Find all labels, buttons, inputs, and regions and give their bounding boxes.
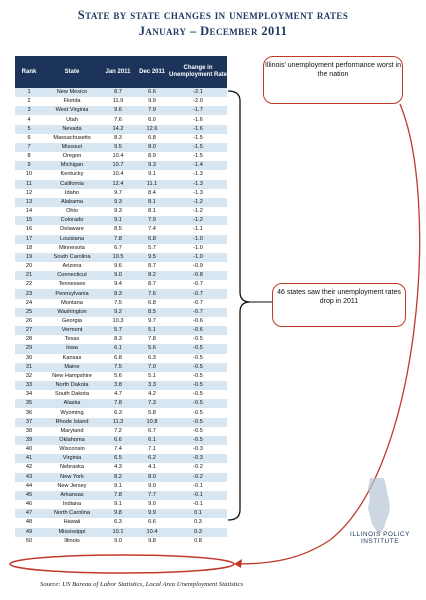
cell-rank: 6 xyxy=(15,134,43,143)
cell-change: -0.5 xyxy=(169,381,227,390)
cell-rank: 8 xyxy=(15,152,43,161)
cell-jan: 9.6 xyxy=(101,262,135,271)
cell-jan: 6.7 xyxy=(101,244,135,253)
cell-change: -0.7 xyxy=(169,308,227,317)
cell-dec: 9.0 xyxy=(135,482,169,491)
cell-jan: 10.5 xyxy=(101,253,135,262)
cell-change: -0.5 xyxy=(169,399,227,408)
cell-dec: 8.9 xyxy=(135,152,169,161)
cell-change: -0.5 xyxy=(169,390,227,399)
cell-jan: 9.4 xyxy=(101,280,135,289)
cell-state: Wyoming xyxy=(43,408,101,417)
cell-dec: 7.6 xyxy=(135,289,169,298)
cell-change: -2.1 xyxy=(169,88,227,97)
cell-dec: 9.5 xyxy=(135,253,169,262)
cell-dec: 9.3 xyxy=(135,161,169,170)
cell-jan: 9.1 xyxy=(101,482,135,491)
cell-change: -0.7 xyxy=(169,299,227,308)
cell-rank: 3 xyxy=(15,106,43,115)
cell-change: -1.7 xyxy=(169,106,227,115)
cell-rank: 33 xyxy=(15,381,43,390)
cell-dec: 8.7 xyxy=(135,280,169,289)
cell-state: North Dakota xyxy=(43,381,101,390)
cell-rank: 9 xyxy=(15,161,43,170)
cell-state: Vermont xyxy=(43,326,101,335)
cell-rank: 43 xyxy=(15,473,43,482)
cell-dec: 8.7 xyxy=(135,262,169,271)
cell-dec: 7.4 xyxy=(135,225,169,234)
cell-rank: 30 xyxy=(15,354,43,363)
cell-state: Oregon xyxy=(43,152,101,161)
cell-rank: 50 xyxy=(15,537,43,546)
cell-change: -0.5 xyxy=(169,372,227,381)
cell-state: Alaska xyxy=(43,399,101,408)
cell-rank: 12 xyxy=(15,189,43,198)
cell-rank: 17 xyxy=(15,235,43,244)
cell-rank: 21 xyxy=(15,271,43,280)
cell-rank: 14 xyxy=(15,207,43,216)
cell-dec: 11.1 xyxy=(135,180,169,189)
cell-state: Maine xyxy=(43,363,101,372)
header-state: State xyxy=(43,56,101,88)
cell-state: Pennsylvania xyxy=(43,289,101,298)
cell-dec: 8.1 xyxy=(135,198,169,207)
cell-state: Arizona xyxy=(43,262,101,271)
cell-rank: 19 xyxy=(15,253,43,262)
cell-state: Rhode Island xyxy=(43,418,101,427)
cell-state: North Carolina xyxy=(43,509,101,518)
cell-state: Florida xyxy=(43,97,101,106)
cell-jan: 6.1 xyxy=(101,344,135,353)
cell-state: Alabama xyxy=(43,198,101,207)
cell-change: -0.9 xyxy=(169,262,227,271)
header-change: Change in Unemployment Rate xyxy=(169,56,227,88)
header-rank: Rank xyxy=(15,56,43,88)
cell-change: -0.6 xyxy=(169,317,227,326)
cell-jan: 10.1 xyxy=(101,528,135,537)
cell-jan: 11.3 xyxy=(101,418,135,427)
cell-jan: 9.3 xyxy=(101,207,135,216)
cell-change: -0.2 xyxy=(169,463,227,472)
cell-state: New Jersey xyxy=(43,482,101,491)
cell-dec: 7.3 xyxy=(135,399,169,408)
cell-jan: 9.8 xyxy=(101,509,135,518)
cell-dec: 8.0 xyxy=(135,473,169,482)
cell-state: South Dakota xyxy=(43,390,101,399)
cell-dec: 6.7 xyxy=(135,427,169,436)
cell-dec: 10.8 xyxy=(135,418,169,427)
cell-rank: 15 xyxy=(15,216,43,225)
illinois-highlight-ellipse xyxy=(10,555,234,573)
cell-jan: 7.8 xyxy=(101,399,135,408)
cell-rank: 32 xyxy=(15,372,43,381)
cell-rank: 2 xyxy=(15,97,43,106)
cell-state: Indiana xyxy=(43,500,101,509)
cell-change: -1.5 xyxy=(169,143,227,152)
cell-state: Nevada xyxy=(43,125,101,134)
header-dec: Dec 2011 xyxy=(135,56,169,88)
cell-state: Minnesota xyxy=(43,244,101,253)
cell-rank: 27 xyxy=(15,326,43,335)
cell-change: -1.5 xyxy=(169,134,227,143)
cell-state: Kentucky xyxy=(43,170,101,179)
cell-state: New Mexico xyxy=(43,88,101,97)
cell-jan: 9.6 xyxy=(101,106,135,115)
cell-dec: 6.6 xyxy=(135,518,169,527)
cell-rank: 37 xyxy=(15,418,43,427)
cell-dec: 8.2 xyxy=(135,271,169,280)
cell-state: Arkansas xyxy=(43,491,101,500)
cell-rank: 36 xyxy=(15,408,43,417)
cell-rank: 42 xyxy=(15,463,43,472)
cell-change: -0.3 xyxy=(169,454,227,463)
cell-dec: 6.3 xyxy=(135,354,169,363)
cell-jan: 8.2 xyxy=(101,473,135,482)
cell-rank: 35 xyxy=(15,399,43,408)
cell-dec: 8.0 xyxy=(135,143,169,152)
cell-dec: 4.1 xyxy=(135,463,169,472)
cell-rank: 26 xyxy=(15,317,43,326)
cell-state: Illinois xyxy=(43,537,101,546)
cell-jan: 4.7 xyxy=(101,390,135,399)
cell-change: -1.2 xyxy=(169,216,227,225)
cell-state: Colorado xyxy=(43,216,101,225)
cell-state: Ohio xyxy=(43,207,101,216)
cell-rank: 13 xyxy=(15,198,43,207)
cell-jan: 9.1 xyxy=(101,216,135,225)
cell-change: -1.3 xyxy=(169,180,227,189)
cell-dec: 8.1 xyxy=(135,207,169,216)
cell-jan: 3.8 xyxy=(101,381,135,390)
cell-state: West Virginia xyxy=(43,106,101,115)
cell-dec: 6.6 xyxy=(135,88,169,97)
cell-state: Nebraska xyxy=(43,463,101,472)
cell-change: -0.5 xyxy=(169,363,227,372)
source-note: Source: US Bureau of Labor Statistics, Local Area Unemployment Statistics xyxy=(40,581,244,588)
cell-change: -0.1 xyxy=(169,482,227,491)
cell-rank: 22 xyxy=(15,280,43,289)
cell-rank: 18 xyxy=(15,244,43,253)
cell-state: Connecticut xyxy=(43,271,101,280)
cell-dec: 5.8 xyxy=(135,408,169,417)
cell-state: Wisconsin xyxy=(43,445,101,454)
cell-dec: 9.0 xyxy=(135,500,169,509)
cell-dec: 6.0 xyxy=(135,115,169,124)
cell-dec: 5.1 xyxy=(135,326,169,335)
cell-state: Iowa xyxy=(43,344,101,353)
cell-rank: 20 xyxy=(15,262,43,271)
logo-line-2: INSTITUTE xyxy=(360,538,400,545)
cell-rank: 34 xyxy=(15,390,43,399)
cell-state: Delaware xyxy=(43,225,101,234)
cell-change: -1.0 xyxy=(169,253,227,262)
cell-jan: 14.2 xyxy=(101,125,135,134)
cell-jan: 7.8 xyxy=(101,491,135,500)
cell-dec: 7.7 xyxy=(135,491,169,500)
cell-rank: 23 xyxy=(15,289,43,298)
cell-jan: 8.7 xyxy=(101,88,135,97)
cell-state: Oklahoma xyxy=(43,436,101,445)
cell-jan: 7.4 xyxy=(101,445,135,454)
cell-rank: 10 xyxy=(15,170,43,179)
cell-change: -1.0 xyxy=(169,244,227,253)
cell-dec: 6.8 xyxy=(135,134,169,143)
cell-change: -1.1 xyxy=(169,225,227,234)
cell-jan: 7.8 xyxy=(101,235,135,244)
cell-jan: 9.7 xyxy=(101,189,135,198)
cell-change: -0.3 xyxy=(169,445,227,454)
cell-dec: 9.9 xyxy=(135,97,169,106)
cell-dec: 3.3 xyxy=(135,381,169,390)
cell-jan: 12.4 xyxy=(101,180,135,189)
cell-rank: 24 xyxy=(15,299,43,308)
cell-change: -0.5 xyxy=(169,335,227,344)
cell-change: 0.1 xyxy=(169,509,227,518)
cell-change: -0.5 xyxy=(169,354,227,363)
cell-change: -1.3 xyxy=(169,189,227,198)
cell-jan: 8.5 xyxy=(101,225,135,234)
illinois-state-icon xyxy=(340,476,420,536)
cell-dec: 8.5 xyxy=(135,308,169,317)
cell-state: Massachusetts xyxy=(43,134,101,143)
cell-state: Georgia xyxy=(43,317,101,326)
cell-dec: 6.1 xyxy=(135,436,169,445)
cell-change: -1.4 xyxy=(169,161,227,170)
cell-jan: 6.5 xyxy=(101,454,135,463)
title-line-1: State by state changes in unemployment rates xyxy=(77,8,349,22)
cell-change: -0.7 xyxy=(169,289,227,298)
cell-dec: 12.6 xyxy=(135,125,169,134)
cell-state: Tennessee xyxy=(43,280,101,289)
cell-jan: 11.9 xyxy=(101,97,135,106)
cell-jan: 7.5 xyxy=(101,299,135,308)
cell-change: -0.8 xyxy=(169,271,227,280)
cell-rank: 39 xyxy=(15,436,43,445)
cell-change: -0.5 xyxy=(169,436,227,445)
cell-change: -0.5 xyxy=(169,344,227,353)
cell-change: -0.1 xyxy=(169,500,227,509)
cell-rank: 40 xyxy=(15,445,43,454)
cell-jan: 9.5 xyxy=(101,143,135,152)
cell-dec: 10.4 xyxy=(135,528,169,537)
cell-state: Michigan xyxy=(43,161,101,170)
cell-rank: 49 xyxy=(15,528,43,537)
cell-dec: 9.1 xyxy=(135,170,169,179)
cell-rank: 4 xyxy=(15,115,43,124)
cell-state: Utah xyxy=(43,115,101,124)
cell-jan: 10.4 xyxy=(101,152,135,161)
header-jan: Jan 2011 xyxy=(101,56,135,88)
cell-dec: 4.2 xyxy=(135,390,169,399)
cell-jan: 6.3 xyxy=(101,518,135,527)
cell-jan: 5.7 xyxy=(101,326,135,335)
cell-dec: 7.9 xyxy=(135,216,169,225)
cell-rank: 16 xyxy=(15,225,43,234)
cell-jan: 6.3 xyxy=(101,408,135,417)
cell-rank: 5 xyxy=(15,125,43,134)
cell-state: Hawaii xyxy=(43,518,101,527)
cell-rank: 25 xyxy=(15,308,43,317)
cell-dec: 6.8 xyxy=(135,235,169,244)
cell-rank: 45 xyxy=(15,491,43,500)
cell-dec: 5.6 xyxy=(135,344,169,353)
cell-dec: 5.1 xyxy=(135,372,169,381)
cell-jan: 7.5 xyxy=(101,363,135,372)
cell-change: -0.5 xyxy=(169,427,227,436)
logo-wordmark xyxy=(338,531,422,545)
cell-jan: 8.3 xyxy=(101,289,135,298)
cell-dec: 7.1 xyxy=(135,445,169,454)
cell-change: -1.6 xyxy=(169,115,227,124)
cell-state: South Carolina xyxy=(43,253,101,262)
cell-change: -0.1 xyxy=(169,491,227,500)
cell-rank: 48 xyxy=(15,518,43,527)
cell-state: Louisiana xyxy=(43,235,101,244)
cell-state: Washington xyxy=(43,308,101,317)
cell-state: Maryland xyxy=(43,427,101,436)
cell-jan: 9.0 xyxy=(101,537,135,546)
cell-change: -0.6 xyxy=(169,326,227,335)
brace-46-states xyxy=(228,91,250,520)
cell-rank: 29 xyxy=(15,344,43,353)
cell-rank: 31 xyxy=(15,363,43,372)
cell-state: New York xyxy=(43,473,101,482)
cell-change: -1.3 xyxy=(169,170,227,179)
cell-jan: 8.3 xyxy=(101,335,135,344)
cell-change: 0.3 xyxy=(169,518,227,527)
cell-dec: 9.7 xyxy=(135,317,169,326)
cell-change: -1.6 xyxy=(169,125,227,134)
cell-change: -1.0 xyxy=(169,235,227,244)
cell-rank: 28 xyxy=(15,335,43,344)
cell-dec: 9.9 xyxy=(135,509,169,518)
cell-rank: 1 xyxy=(15,88,43,97)
cell-jan: 7.2 xyxy=(101,427,135,436)
logo-line-1: ILLINOIS POLICY xyxy=(350,531,410,538)
illinois-callout: Illinois' unemployment performance worst in the nation xyxy=(263,56,403,104)
cell-state: Missouri xyxy=(43,143,101,152)
title-line-2: January – December 2011 xyxy=(138,24,288,38)
cell-jan: 5.6 xyxy=(101,372,135,381)
cell-jan: 9.3 xyxy=(101,198,135,207)
cell-state: Texas xyxy=(43,335,101,344)
cell-change: -1.2 xyxy=(169,207,227,216)
cell-dec: 5.7 xyxy=(135,244,169,253)
cell-state: Kansas xyxy=(43,354,101,363)
cell-jan: 10.3 xyxy=(101,317,135,326)
cell-change: 0.3 xyxy=(169,528,227,537)
cell-jan: 7.6 xyxy=(101,115,135,124)
cell-rank: 44 xyxy=(15,482,43,491)
cell-state: Mississippi xyxy=(43,528,101,537)
cell-rank: 46 xyxy=(15,500,43,509)
cell-dec: 7.9 xyxy=(135,106,169,115)
cell-change: -0.7 xyxy=(169,280,227,289)
cell-jan: 10.7 xyxy=(101,161,135,170)
cell-rank: 41 xyxy=(15,454,43,463)
cell-rank: 11 xyxy=(15,180,43,189)
cell-jan: 6.6 xyxy=(101,436,135,445)
cell-change: -0.5 xyxy=(169,418,227,427)
cell-change: -1.2 xyxy=(169,198,227,207)
cell-state: Montana xyxy=(43,299,101,308)
cell-dec: 8.4 xyxy=(135,189,169,198)
cell-dec: 6.8 xyxy=(135,299,169,308)
cell-state: New Hampshire xyxy=(43,372,101,381)
cell-change: -1.5 xyxy=(169,152,227,161)
cell-jan: 9.1 xyxy=(101,500,135,509)
cell-jan: 9.2 xyxy=(101,308,135,317)
cell-state: California xyxy=(43,180,101,189)
cell-dec: 9.8 xyxy=(135,537,169,546)
cell-jan: 9.0 xyxy=(101,271,135,280)
cell-dec: 7.0 xyxy=(135,363,169,372)
cell-change: -0.2 xyxy=(169,473,227,482)
cell-dec: 6.2 xyxy=(135,454,169,463)
arrow-head xyxy=(234,559,242,568)
cell-rank: 7 xyxy=(15,143,43,152)
cell-jan: 10.4 xyxy=(101,170,135,179)
cell-dec: 7.8 xyxy=(135,335,169,344)
cell-jan: 8.3 xyxy=(101,134,135,143)
cell-change: -0.5 xyxy=(169,408,227,417)
cell-rank: 47 xyxy=(15,509,43,518)
cell-change: 0.8 xyxy=(169,537,227,546)
cell-state: Virginia xyxy=(43,454,101,463)
cell-jan: 6.8 xyxy=(101,354,135,363)
cell-change: -2.0 xyxy=(169,97,227,106)
drop-callout: 46 states saw their unemployment rates drop in 2011 xyxy=(272,283,406,327)
cell-jan: 4.3 xyxy=(101,463,135,472)
cell-state: Idaho xyxy=(43,189,101,198)
cell-rank: 38 xyxy=(15,427,43,436)
